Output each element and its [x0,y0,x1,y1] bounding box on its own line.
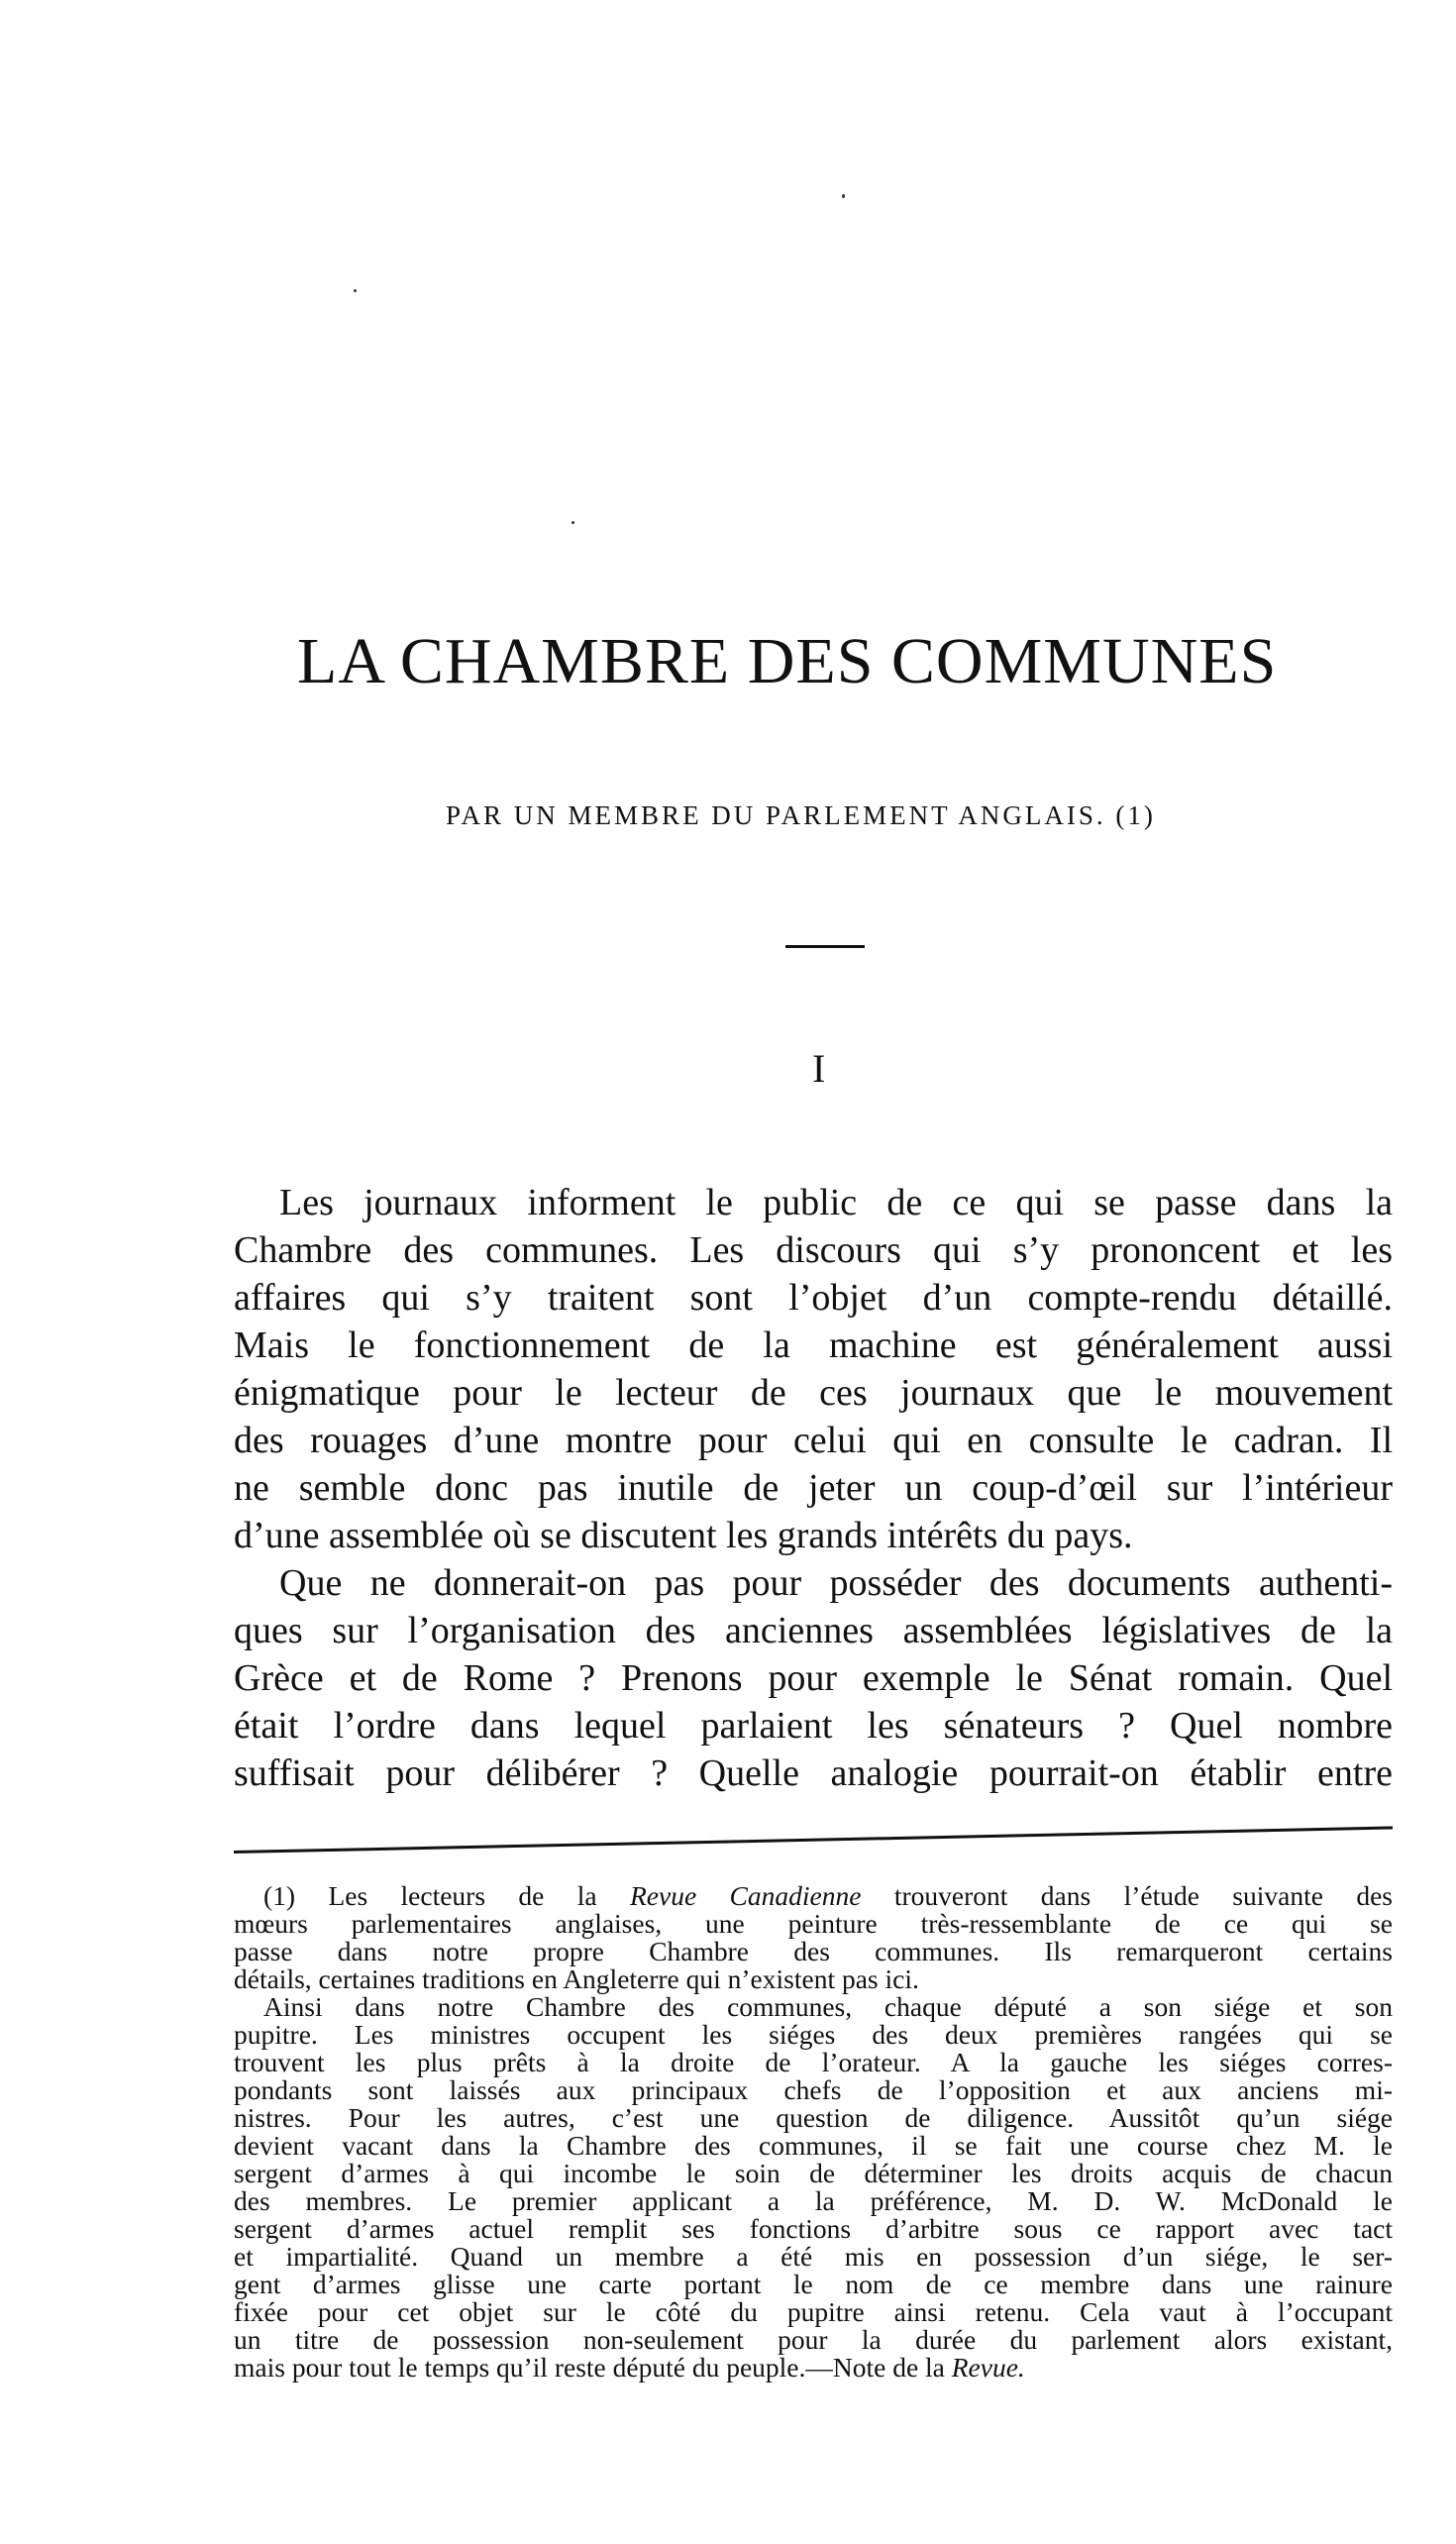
footnote-text: trouveront dans l’étude suivante des [861,1880,1393,1911]
footnote-line: un titre de possession non-seulement pour la durée du parlement alors existant, [234,2324,1393,2355]
body-line: énigmatique pour le lecteur de ces journaux que le mouvement [234,1372,1393,1414]
footnote-line: mœurs parlementaires anglaises, une peinture très-ressemblante de ce qui se [234,1908,1393,1939]
footnote-line [234,2354,1393,2382]
footnote-line: devient vacant dans la Chambre des communes, il se fait une course chez M. le [234,2130,1393,2161]
footnote-line: sergent d’armes à qui incombe le soin de déterminer les droits acquis de chacun [234,2158,1393,2188]
article-byline: PAR UN MEMBRE DU PARLEMENT ANGLAIS. (1) [446,800,1156,830]
body-line: des rouages d’une montre pour celui qui en consulte le cadran. Il [234,1420,1393,1461]
body-text [234,1179,1393,1797]
body-line: Grèce et de Rome ? Prenons pour exemple le Sénat romain. Quel [234,1657,1393,1699]
body-line: suffisait pour délibérer ? Quelle analogie pourrait-on établir entre [234,1752,1393,1794]
footnote-line: fixée pour cet objet sur le côté du pupitre ainsi retenu. Cela vaut à l’occupant [234,2296,1393,2327]
footnote-line: pondants sont laissés aux principaux chefs de l’opposition et aux anciens mi- [234,2074,1393,2105]
title-divider [785,945,865,948]
footnote [234,1882,1393,2382]
footnote-line [234,1882,1393,1910]
footnote-text: (1) Les lecteurs de la [263,1880,630,1911]
body-line: était l’ordre dans lequel parlaient les sénateurs ? Quel nombre [234,1705,1393,1747]
footnote-text: mais pour tout le temps qu’il reste député du peuple.—Note de la [234,2352,952,2383]
body-line: Les journaux informent le public de ce qui se passe dans la [279,1182,1393,1223]
body-line: Que ne donnerait-on pas pour posséder des documents authenti- [279,1562,1393,1604]
footnote-journal-name: Revue. [951,2352,1025,2383]
footnote-line: détails, certaines traditions en Angleterre qui n’existent pas ici. [234,1963,919,1994]
footnote-line: et impartialité. Quand un membre a été mis en possession d’un siége, le ser- [234,2241,1393,2272]
body-line: affaires qui s’y traitent sont l’objet d’un compte-rendu détaillé. [234,1277,1393,1319]
footnote-line: passe dans notre propre Chambre des communes. Ils remarqueront certains [234,1936,1393,1966]
body-line: Mais le fonctionnement de la machine est généralement aussi [234,1325,1393,1366]
footnote-divider [234,1826,1393,1854]
body-line: Chambre des communes. Les discours qui s’y prononcent et les [234,1229,1393,1271]
body-line: ne semble donc pas inutile de jeter un coup-d’œil sur l’intérieur [234,1467,1393,1509]
footnote-line: sergent d’armes actuel remplit ses fonctions d’arbitre sous ce rapport avec tact [234,2213,1393,2244]
body-line: d’une assemblée où se discutent les grands intérêts du pays. [234,1515,1133,1556]
footnote-line: nistres. Pour les autres, c’est une question de diligence. Aussitôt qu’un siége [234,2102,1393,2133]
footnote-line: des membres. Le premier applicant a la préférence, M. D. W. McDonald le [234,2185,1393,2216]
body-line: ques sur l’organisation des anciennes assemblées législatives de la [234,1610,1393,1651]
scan-speck [354,289,357,292]
footnote-line: Ainsi dans notre Chambre des communes, chaque député a son siége et son [263,1991,1393,2022]
scan-speck [572,521,574,524]
scan-speck [842,194,845,198]
article-title: LA CHAMBRE DES COMMUNES [297,625,1278,697]
footnote-line: gent d’armes glisse une carte portant le nom de ce membre dans une rainure [234,2269,1393,2299]
footnote-line: trouvent les plus prêts à la droite de l’orateur. A la gauche les siéges corres- [234,2047,1393,2077]
section-number: I [812,1046,826,1091]
footnote-journal-name: Revue Canadienne [630,1880,862,1911]
footnote-line: pupitre. Les ministres occupent les siéges des deux premières rangées qui se [234,2019,1393,2050]
